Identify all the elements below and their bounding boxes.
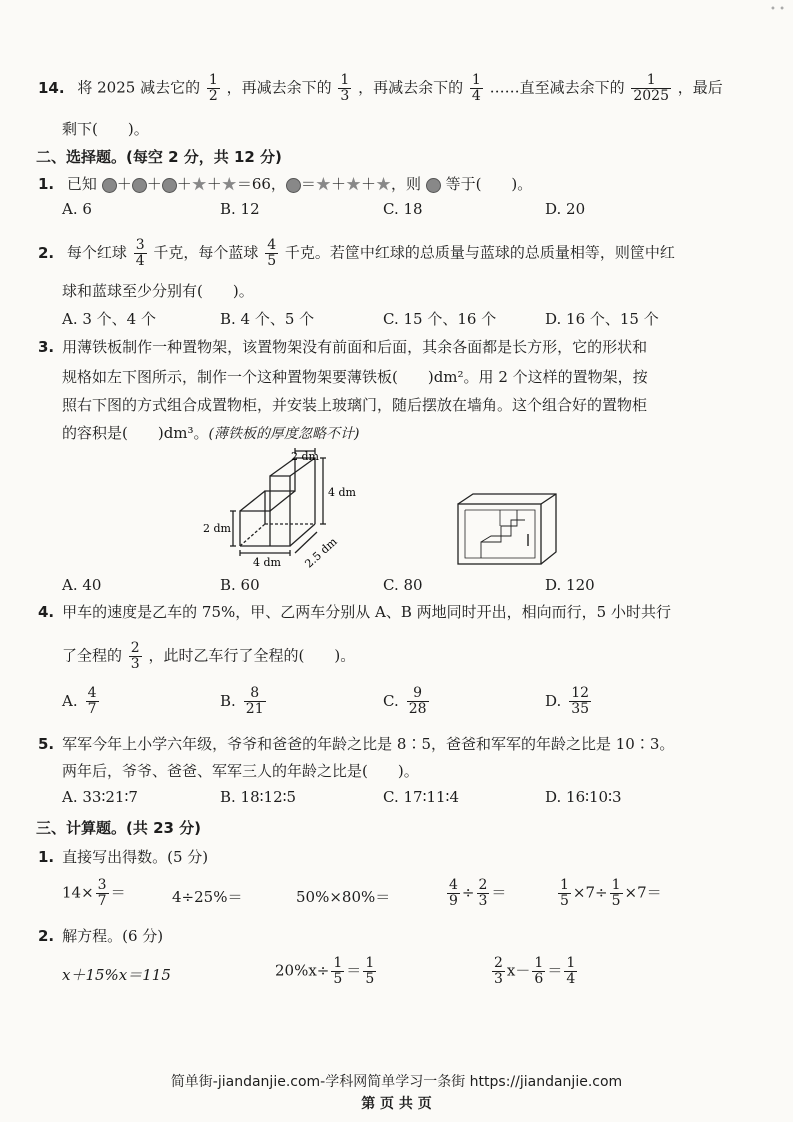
calc1-expr2: 4÷25%＝ [172,888,243,906]
q4-line1: 4. 甲车的速度是乙车的 75%，甲、乙两车分别从 A、B 两地同时开出，相向而行，5 小时共行 [38,603,671,621]
q3-option-c[interactable]: C. 80 [383,576,423,594]
cabinet-diagram [455,490,560,570]
q1-option-c[interactable]: C. 18 [383,200,423,218]
q5-option-a[interactable]: A. 33∶21∶7 [62,788,138,806]
circle-icon [426,178,441,193]
q2-option-a[interactable]: A. 3 个、4 个 [62,310,156,328]
star-icon: ★ [191,175,207,193]
q1-option-d[interactable]: D. 20 [545,200,586,218]
top-mark: • • [770,4,785,15]
fraction: $\frac{1}{2025}$ [633,72,669,104]
q4-option-a[interactable]: A. $\frac{4}{7}$ [62,685,97,717]
q4-option-c[interactable]: C. $\frac{9}{28}$ [383,685,427,717]
footer-watermark: 简单街-jiandanjie.com-学科网简单学习一条街 https://jiandanjie.com [170,1074,623,1090]
star-icon: ★ [345,175,361,193]
q5-option-d[interactable]: D. 16∶10∶3 [545,788,622,806]
q1-option-a[interactable]: A. 6 [62,200,92,218]
calc2-title: 2. 解方程。(6 分) [38,927,164,945]
svg-text:2.5 dm: 2.5 dm [302,535,340,571]
calc1-expr5: $\frac{1}{5}$ ×7÷ $\frac{1}{5}$ ×7＝ [560,877,662,909]
page-number: 第 页 共 页 [361,1096,432,1112]
star-icon: ★ [221,175,237,193]
q1-option-b[interactable]: B. 12 [220,200,260,218]
q2-option-b[interactable]: B. 4 个、5 个 [220,310,315,328]
circle-icon [132,178,147,193]
q5-line2: 两年后，爷爷、爸爸、军军三人的年龄之比是( )。 [62,762,419,780]
svg-text:4 dm: 4 dm [328,486,356,499]
q3-line4: 的容积是( )dm³。(薄铁板的厚度忽略不计) [62,424,360,442]
fraction: $\frac{2}{3}$ [130,640,140,672]
q2-option-d[interactable]: D. 16 个、15 个 [545,310,659,328]
equation-3: $\frac{2}{3}$ x－ $\frac{1}{6}$ ＝ $\frac{1}{4}$ [494,955,576,987]
q3-line3: 照右下图的方式组合成置物柜，并安装上玻璃门，随后摆放在墙角。这个组合好的置物柜 [62,396,648,414]
q2-option-c[interactable]: C. 15 个、16 个 [383,310,497,328]
fraction: $\frac{3}{4}$ [135,237,145,269]
q14-number: 14. [38,78,65,97]
q1-line: 1. 已知 ＋ ＋ ＋★＋★＝66， ＝★＋★＋★，则 等于( )。 [38,175,533,193]
fraction: $\frac{1}{4}$ [471,72,481,104]
section-3-heading: 三、计算题。(共 23 分) [36,819,202,837]
shelf-diagram [195,446,365,576]
q5-option-c[interactable]: C. 17∶11∶4 [383,788,460,806]
q2-line2: 球和蓝球至少分别有( )。 [62,282,254,300]
q14-line2: 剩下( )。 [62,120,149,138]
equation-2: 20%x÷ $\frac{1}{5}$ ＝ $\frac{1}{5}$ [275,955,375,987]
equation-1: x＋15%x＝115 [62,966,171,984]
section-2-heading: 二、选择题。(每空 2 分，共 12 分) [36,148,282,166]
fraction: $\frac{1}{3}$ [340,72,350,104]
q3-option-d[interactable]: D. 120 [545,576,595,594]
star-icon: ★ [315,175,331,193]
q3-option-a[interactable]: A. 40 [62,576,102,594]
circle-icon [286,178,301,193]
q4-line2: 了全程的 $\frac{2}{3}$ ，此时乙车行了全程的( )。 [62,640,356,672]
q14-line1: 14. 将 2025 减去它的 $\frac{1}{2}$ ，再减去余下的 $\frac{1}{3}$ ，再减去余下的 $\frac{1}{4}$ ……直至减去余下的 $\frac{1}{2025}$ ，最后 [38,72,723,104]
q5-line1: 5. 军军今年上小学六年级，爷爷和爸爸的年龄之比是 8∶5，爸爸和军军的年龄之比是 10∶3。 [38,735,675,753]
svg-text:2 dm: 2 dm [203,522,231,535]
svg-text:2 dm: 2 dm [291,450,319,463]
calc1-expr3: 50%×80%＝ [296,888,391,906]
q4-option-b[interactable]: B. $\frac{8}{21}$ [220,685,264,717]
fraction: $\frac{1}{2}$ [208,72,218,104]
fraction: $\frac{4}{5}$ [267,237,277,269]
calc1-expr4: $\frac{4}{9}$ ÷ $\frac{2}{3}$ ＝ [449,877,507,909]
q3-line1: 3. 用薄铁板制作一种置物架，该置物架没有前面和后面，其余各面都是长方形，它的形状和 [38,338,648,356]
q3-line2: 规格如左下图所示，制作一个这种置物架要薄铁板( )dm²。用 2 个这样的置物架，按 [62,368,648,386]
calc1-title: 1. 直接写出得数。(5 分) [38,848,209,866]
q5-option-b[interactable]: B. 18∶12∶5 [220,788,297,806]
circle-icon [162,178,177,193]
circle-icon [102,178,117,193]
calc1-expr1: 14× $\frac{3}{7}$ ＝ [62,877,126,909]
q3-option-b[interactable]: B. 60 [220,576,260,594]
star-icon: ★ [375,175,391,193]
q4-option-d[interactable]: D. $\frac{12}{35}$ [545,685,590,717]
q2-line1: 2. 每个红球 $\frac{3}{4}$ 千克，每个蓝球 $\frac{4}{5}$ 千克。若筐中红球的总质量与蓝球的总质量相等，则筐中红 [38,237,675,269]
svg-text:4 dm: 4 dm [253,556,281,569]
